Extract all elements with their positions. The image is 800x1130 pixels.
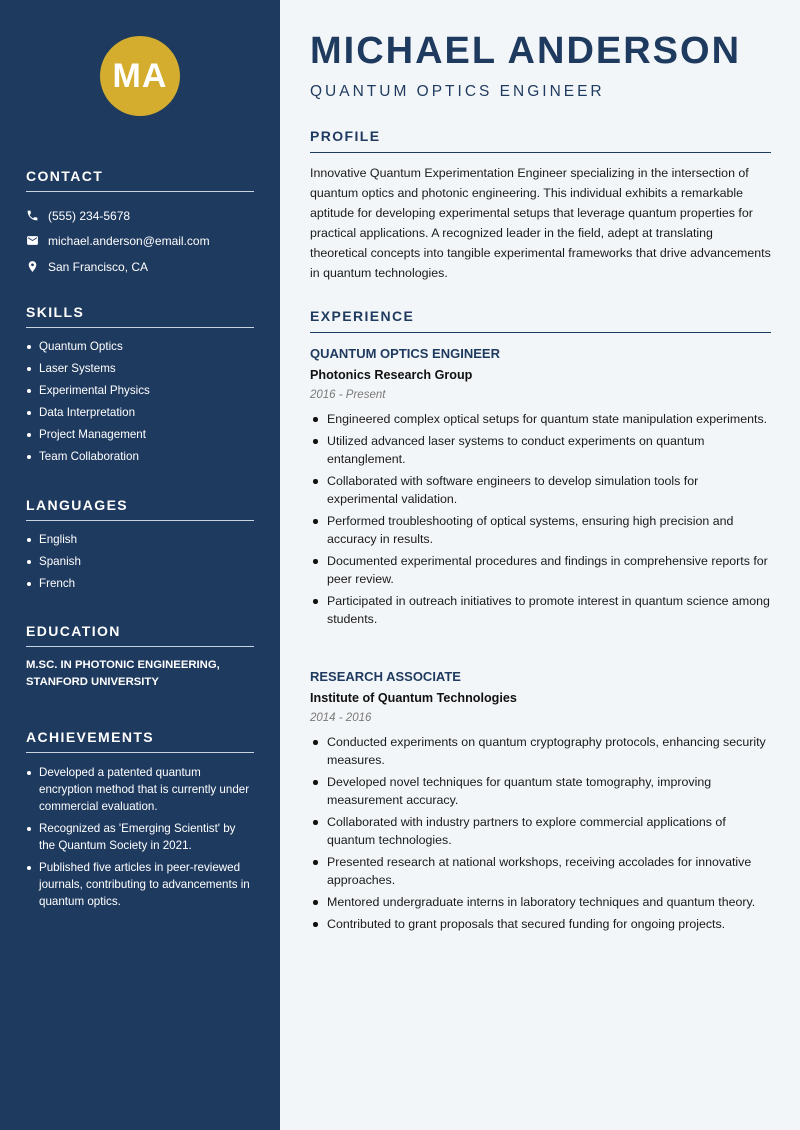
candidate-name: MICHAEL ANDERSON — [310, 30, 742, 72]
job-bullet: Participated in outreach initiatives to promote interest in quantum science among students. — [310, 592, 771, 628]
job-bullet: Presented research at national workshops, receiving accolades for innovative approaches. — [310, 853, 771, 889]
skills-section — [26, 304, 254, 471]
job-bullet: Collaborated with industry partners to explore commercial applications of quantum technologies. — [310, 813, 771, 849]
achievement-item: Recognized as 'Emerging Scientist' by the Quantum Society in 2021. — [26, 820, 254, 854]
language-item: English — [26, 532, 254, 548]
sidebar — [0, 0, 280, 1130]
job-bullet: Mentored undergraduate interns in laboratory techniques and quantum theory. — [310, 893, 771, 911]
job-company: Institute of Quantum Technologies — [310, 691, 517, 705]
job-role: QUANTUM OPTICS ENGINEER — [310, 346, 500, 361]
job-bullet: Utilized advanced laser systems to conduct experiments on quantum entanglement. — [310, 432, 771, 468]
skill-item: Team Collaboration — [26, 449, 254, 465]
languages-heading: LANGUAGES — [26, 497, 254, 521]
phone-icon — [26, 209, 40, 223]
job-bullet: Contributed to grant proposals that secured funding for ongoing projects. — [310, 915, 771, 933]
job-dates: 2014 - 2016 — [310, 712, 372, 724]
education-heading: EDUCATION — [26, 623, 254, 647]
language-item: French — [26, 576, 254, 592]
achievement-item: Published five articles in peer-reviewed journals, contributing to advancements in quantum optics. — [26, 859, 254, 910]
education-degree: M.SC. IN PHOTONIC ENGINEERING, STANFORD UNIVERSITY — [26, 659, 220, 688]
education-section — [26, 623, 254, 691]
achievements-section — [26, 729, 254, 915]
skill-item: Project Management — [26, 427, 254, 443]
achievement-item: Developed a patented quantum encryption method that is currently under commercial evaluation. — [26, 764, 254, 815]
skill-item: Quantum Optics — [26, 339, 254, 355]
job-bullets — [310, 410, 771, 628]
contact-list — [26, 203, 254, 280]
experience-heading: EXPERIENCE — [310, 308, 771, 333]
location-pin-icon — [26, 260, 40, 274]
profile-text: Innovative Quantum Experimentation Engineer specializing in the intersection of quantum optics and photonic engineering. This individual exhibits a remarkable aptitude for developing experimental setups that leverage quantum properties for practical applications. A recognized leader in the field, adept at translating theoretical concepts into tangible experimental frameworks that drive advancements in quantum technologies. — [310, 166, 771, 280]
job-bullet: Documented experimental procedures and findings in comprehensive reports for peer review. — [310, 552, 771, 588]
experience-entry — [310, 669, 771, 937]
job-dates: 2016 - Present — [310, 389, 386, 401]
avatar-initials: MA — [112, 56, 168, 95]
job-bullet: Developed novel techniques for quantum state tomography, improving measurement accuracy. — [310, 773, 771, 809]
avatar — [100, 36, 180, 116]
skill-item: Experimental Physics — [26, 383, 254, 399]
achievements-heading: ACHIEVEMENTS — [26, 729, 254, 753]
email-icon — [26, 234, 40, 248]
language-item: Spanish — [26, 554, 254, 570]
contact-location — [26, 254, 254, 280]
contact-phone — [26, 203, 254, 229]
job-bullets — [310, 733, 771, 933]
experience-entry — [310, 346, 771, 632]
contact-email-text: michael.anderson@email.com — [48, 234, 210, 249]
profile-heading: PROFILE — [310, 128, 771, 153]
languages-list — [26, 532, 254, 592]
skills-list — [26, 339, 254, 465]
achievements-list — [26, 764, 254, 910]
skill-item: Data Interpretation — [26, 405, 254, 421]
contact-phone-text: (555) 234-5678 — [48, 208, 131, 223]
skills-heading: SKILLS — [26, 304, 254, 328]
contact-email — [26, 229, 254, 255]
contact-section — [26, 168, 254, 280]
job-bullet: Performed troubleshooting of optical systems, ensuring high precision and accuracy in results. — [310, 512, 771, 548]
job-bullet: Collaborated with software engineers to develop simulation tools for experimental validation. — [310, 472, 771, 508]
job-bullet: Conducted experiments on quantum cryptography protocols, enhancing security measures. — [310, 733, 771, 769]
job-company: Photonics Research Group — [310, 368, 473, 382]
contact-location-text: San Francisco, CA — [48, 259, 149, 274]
job-role: RESEARCH ASSOCIATE — [310, 669, 461, 684]
languages-section — [26, 497, 254, 598]
job-bullet: Engineered complex optical setups for quantum state manipulation experiments. — [310, 410, 771, 428]
candidate-title: QUANTUM OPTICS ENGINEER — [310, 83, 605, 100]
skill-item: Laser Systems — [26, 361, 254, 377]
contact-heading: CONTACT — [26, 168, 254, 192]
